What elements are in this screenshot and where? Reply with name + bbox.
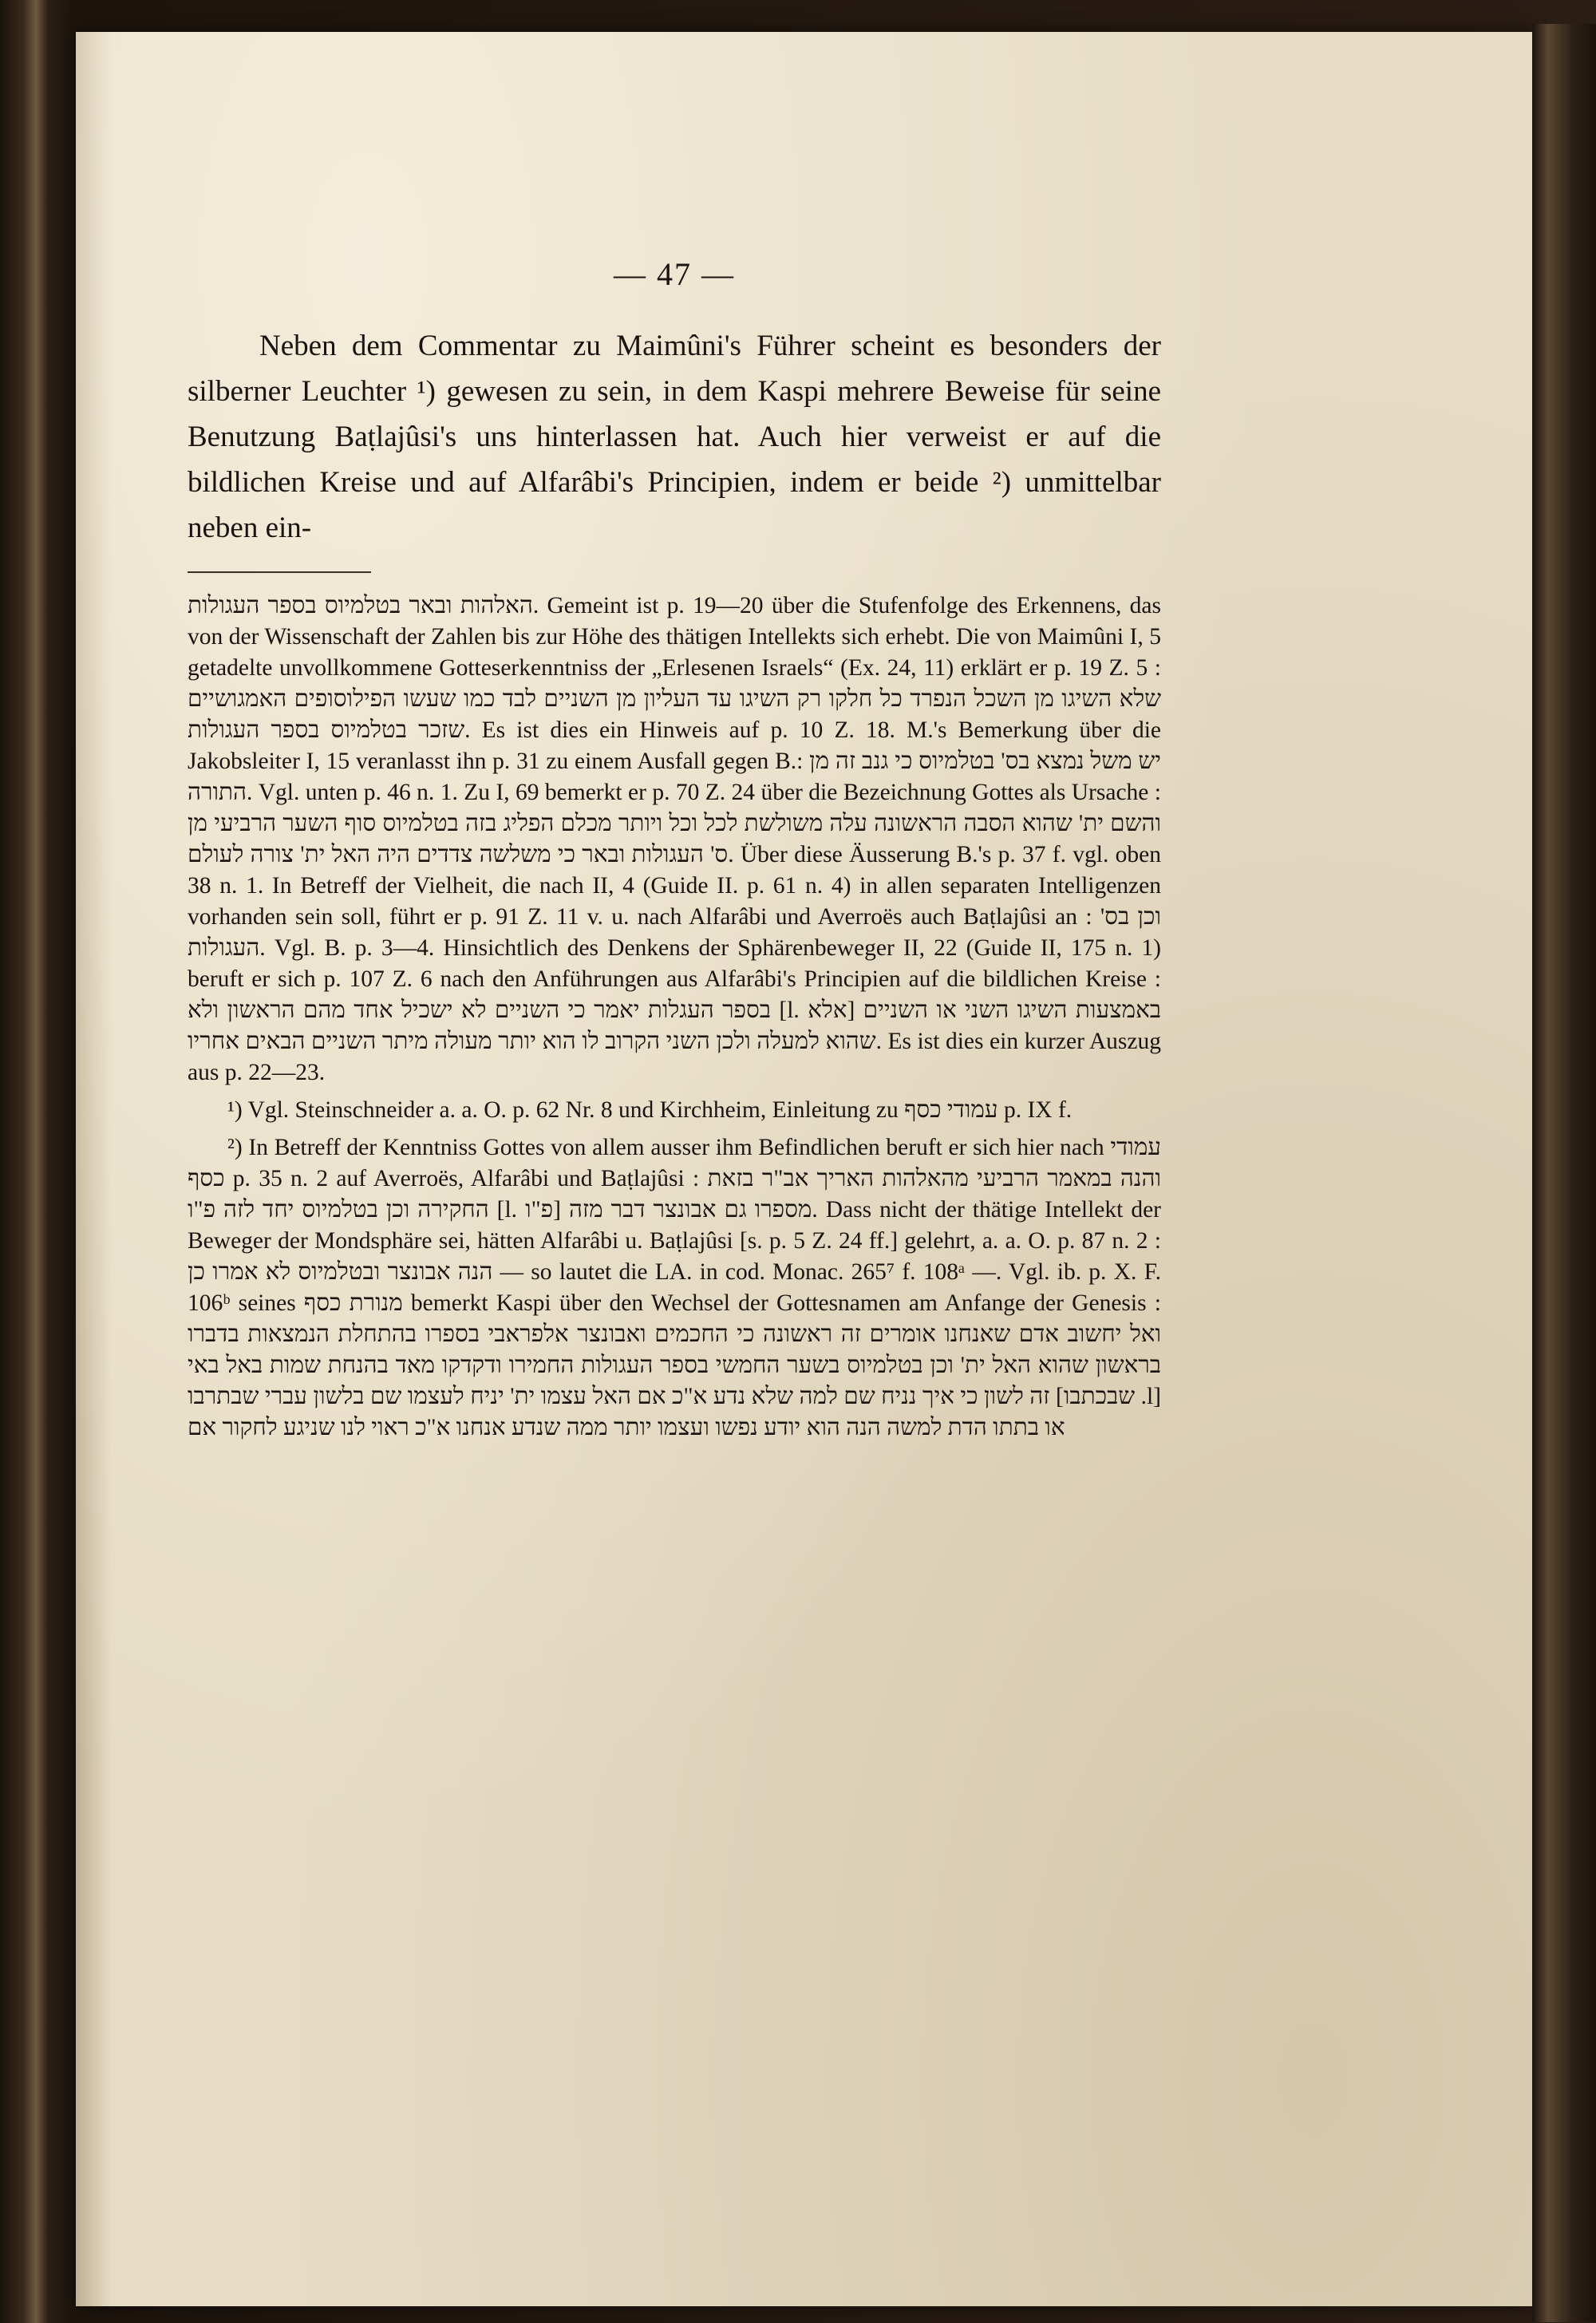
footnote-separator [188, 571, 371, 573]
footnote-continued: האלהות ובאר בטלמיוס בספר העגולות. Gemeint ist p. 19—20 über die Stufenfolge des Erkennens, das von der Wissenschaft der Zahlen bis zur Höhe des thätigen Intellekts sich erhebt. Die von Maimûni I, 5 getadelte unvollkommene Gotteserkenntniss der „Erlesenen Israels“ (Ex. 24, 11) erklärt er p. 19 Z. 5 : שלא השיגו מן השכל הנפרד כל חלקו רק השיגו עד העליון מן השניים לבד כמו שעשו הפילוסופים האמגושיים שזכר בטלמיוס בספר העגולות. Es ist dies ein Hinweis auf p. 10 Z. 18. M.'s Bemerkung über die Jakobsleiter I, 15 veranlasst ihn p. 31 zu einem Ausfall gegen B.: יש משל נמצא בס' בטלמיוס כי גנב זה מן התורה. Vgl. unten p. 46 n. 1. Zu I, 69 bemerkt er p. 70 Z. 24 über die Bezeichnung Gottes als Ursache : והשם ית' שהוא הסבה הראשונה עלה משולשת לכל וכל ויותר מכלם הפליג בזה בטלמיוס סוף השער הרביעי מן ס' העגולות ובאר כי משלשה צדדים היה האל ית' צורה לעולם. Über diese Äusserung B.'s p. 37 f. vgl. oben 38 n. 1. In Betreff der Vielheit, die nach II, 4 (Guide II. p. 61 n. 4) in allen separaten Intelligenzen vorhanden sein soll, führt er p. 91 Z. 11 v. u. nach Alfarâbi und Averroës auch Baṭlajûsi an : וכן בס' העגולות. Vgl. B. p. 3—4. Hinsichtlich des Denkens der Sphärenbeweger II, 22 (Guide II, 175 n. 1) beruft er sich p. 107 Z. 6 nach den Anführungen aus Alfarâbi's Principien auf die bildlichen Kreise : בספר העגלות יאמר כי השניים לא ישכיל אחד מהם הראשון ולא [l. אלא] באמצעות השיגו השני או השניים שהוא למעלה ולכן השני הקרוב לו הוא יותר מעולה מיתר השניים הבאים אחריו. Es ist dies ein kurzer Auszug aus p. 22—23. [188, 593, 1162, 1085]
page-text-block [188, 255, 1161, 1450]
page-number: — 47 — [614, 256, 735, 292]
footnote-1: ¹) Vgl. Steinschneider a. a. O. p. 62 Nr. 8 und Kirchheim, Einleitung zu עמודי כסף p. IX f. [227, 1097, 1073, 1123]
footnote-2: ²) In Betreff der Kenntniss Gottes von allem ausser ihm Befindlichen beruft er sich hier nach עמודי כסף p. 35 n. 2 auf Averroës, Alfarâbi und Baṭlajûsi : והנה במאמר הרביעי מהאלהות האריך אב"ר בזאת החקירה וכן בטלמיוס יחד לזה פ"ו [l. פ"ו] מספרו גם אבונצר דבר מזה. Dass nicht der thätige Intellekt der Beweger der Mondsphäre sei, hätten Alfarâbi u. Baṭlajûsi [s. p. 5 Z. 24 ff.] gelehrt, a. a. O. p. 87 n. 2 : הנה אבונצר ובטלמיוס לא אמרו כן — so lautet die LA. in cod. Monac. 265⁷ f. 108ᵃ —. Vgl. ib. p. X. F. 106ᵇ seines מנורת כסף bemerkt Kaspi über den Wechsel der Gottesnamen am Anfange der Genesis : ואל יחשוב אדם שאנחנו אומרים זה ראשונה כי החכמים ואבונצר אלפראבי בספרו בהתחלת הנמצאות בדברו בראשון שהוא האל ית' וכן בטלמיוס בשער החמשי בספר העגולות החמירו ודקדקו מאד בהנחת שמות באל באי זה לשון כי איך נניח שם למה שלא נדע א"כ אם האל עצמו ית' יניח לעצמו שם בלשון עברי שבתרבו [שבכתבו .l] או בתתו הדת למשה הנה הוא יודע נפשו ועצמו יותר ממה שנדע אנחנו א"כ ראוי לנו שניגע לחקור אם [188, 1135, 1161, 1440]
adjacent-page-edge [1532, 24, 1596, 2322]
body-paragraph: Neben dem Commentar zu Maimûni's Führer scheint es besonders der silberner Leuchter ¹) gewesen zu sein, in dem Kaspi mehrere Beweise für seine Benutzung Baṭlajûsi's uns hinterlassen hat. Auch hier verweist er auf die bildlichen Kreise und auf Alfarâbi's Principien, indem er beide ²) unmittelbar neben ein- [188, 330, 1161, 544]
